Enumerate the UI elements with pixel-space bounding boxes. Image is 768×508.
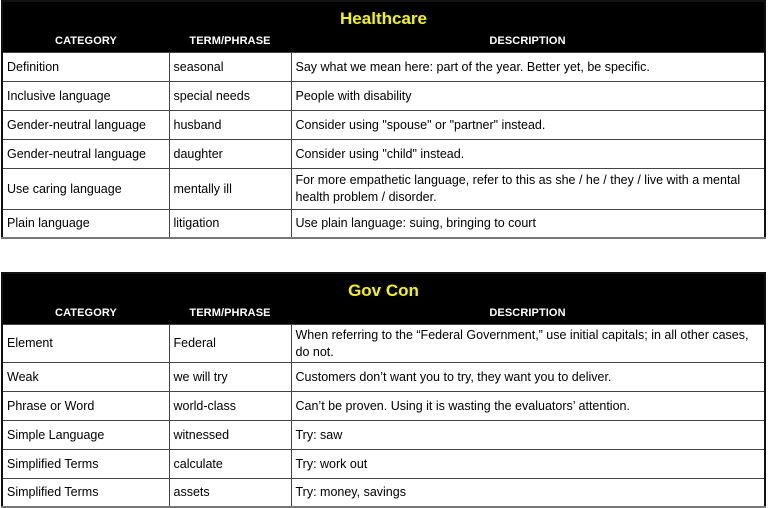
column-header-description: DESCRIPTION [291, 303, 765, 325]
table-row [2, 140, 765, 169]
cell-term: special needs [169, 82, 291, 111]
cell-description: For more empathetic language, refer to this as she / he / they / live with a mental health problem / disorder. [291, 169, 765, 210]
cell-description: Say what we mean here: part of the year. Better yet, be specific. [291, 53, 765, 82]
table-row [2, 363, 765, 392]
cell-category: Definition [2, 53, 169, 82]
table-row [2, 82, 765, 111]
cell-category: Plain language [2, 210, 169, 238]
cell-term: husband [169, 111, 291, 140]
table-row [2, 421, 765, 450]
column-header-row [2, 31, 765, 53]
column-header-category: CATEGORY [2, 31, 169, 53]
cell-description: When referring to the “Federal Government,” use initial capitals; in all other cases, do not. [291, 325, 765, 363]
cell-category: Simple Language [2, 421, 169, 450]
cell-term: calculate [169, 450, 291, 479]
table-title: Healthcare [2, 1, 765, 31]
cell-category: Inclusive language [2, 82, 169, 111]
cell-description: Can’t be proven. Using it is wasting the evaluators’ attention. [291, 392, 765, 421]
table-title-row [2, 273, 765, 303]
cell-term: Federal [169, 325, 291, 363]
cell-category: Weak [2, 363, 169, 392]
cell-term: seasonal [169, 53, 291, 82]
table-title-row [2, 1, 765, 31]
cell-description: Consider using "child" instead. [291, 140, 765, 169]
table-row [2, 325, 765, 363]
column-header-description: DESCRIPTION [291, 31, 765, 53]
cell-category: Use caring language [2, 169, 169, 210]
cell-category: Gender-neutral language [2, 140, 169, 169]
cell-category: Gender-neutral language [2, 111, 169, 140]
cell-description: Customers don’t want you to try, they want you to deliver. [291, 363, 765, 392]
table-row [2, 479, 765, 507]
table-row [2, 169, 765, 210]
cell-category: Simplified Terms [2, 479, 169, 507]
cell-description: Consider using "spouse" or "partner" instead. [291, 111, 765, 140]
column-header-term: TERM/PHRASE [169, 303, 291, 325]
table-row [2, 53, 765, 82]
cell-category: Phrase or Word [2, 392, 169, 421]
cell-term: mentally ill [169, 169, 291, 210]
cell-term: daughter [169, 140, 291, 169]
table-title: Gov Con [2, 273, 765, 303]
table-row [2, 450, 765, 479]
column-header-row [2, 303, 765, 325]
cell-description: People with disability [291, 82, 765, 111]
table-row [2, 392, 765, 421]
table-row [2, 210, 765, 238]
table-row [2, 111, 765, 140]
cell-category: Element [2, 325, 169, 363]
cell-term: assets [169, 479, 291, 507]
column-header-category: CATEGORY [2, 303, 169, 325]
cell-term: world-class [169, 392, 291, 421]
healthcare-table [1, 0, 766, 239]
cell-description: Try: work out [291, 450, 765, 479]
cell-term: witnessed [169, 421, 291, 450]
cell-description: Use plain language: suing, bringing to court [291, 210, 765, 238]
cell-description: Try: saw [291, 421, 765, 450]
cell-description: Try: money, savings [291, 479, 765, 507]
column-header-term: TERM/PHRASE [169, 31, 291, 53]
govcon-table [1, 272, 766, 508]
cell-category: Simplified Terms [2, 450, 169, 479]
cell-term: litigation [169, 210, 291, 238]
cell-term: we will try [169, 363, 291, 392]
